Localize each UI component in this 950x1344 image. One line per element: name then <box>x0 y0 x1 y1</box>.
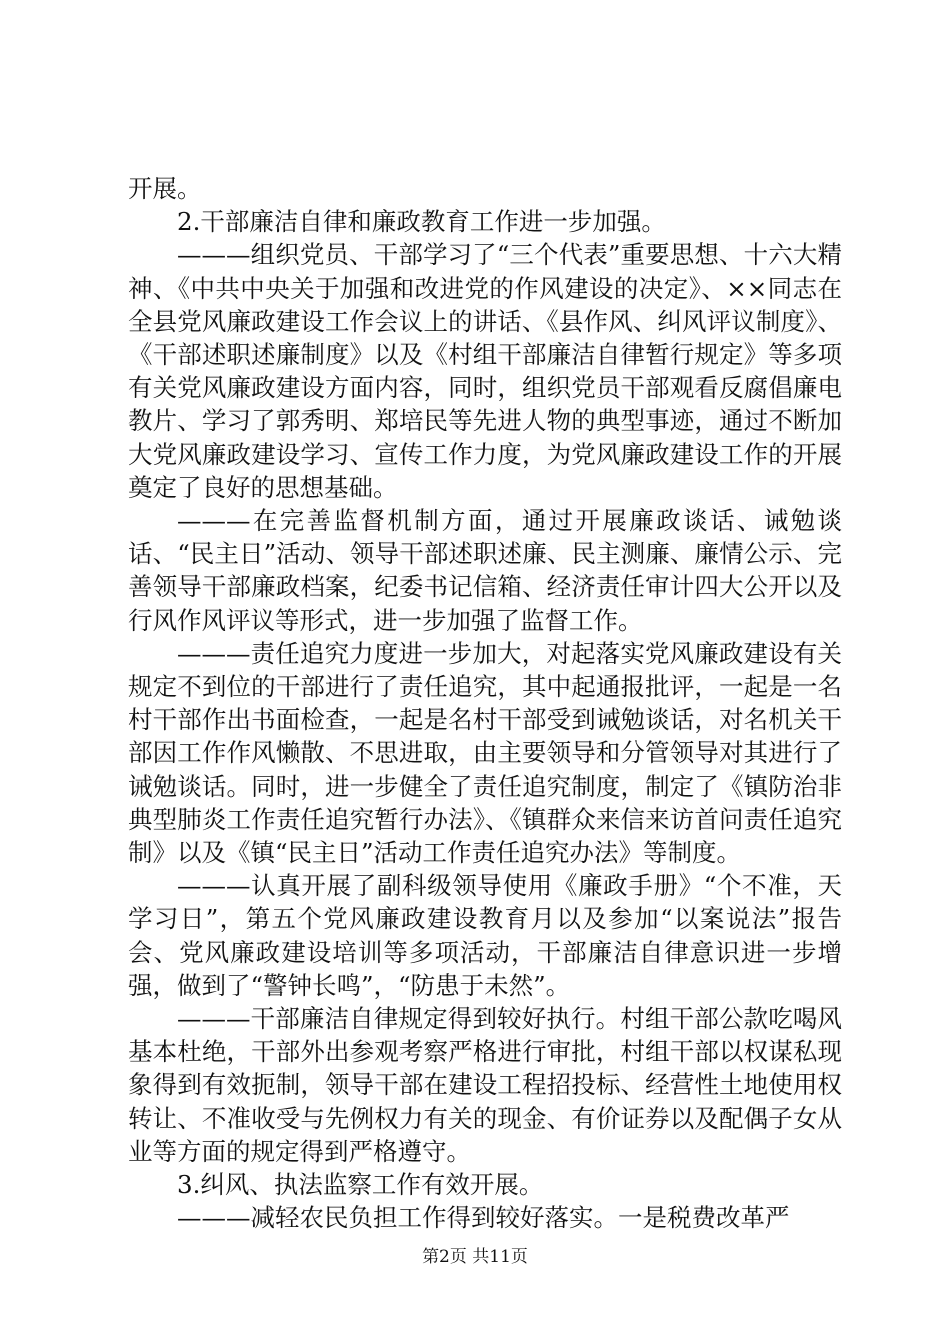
page-footer: 第2页 共11页 <box>422 1247 528 1267</box>
paragraph-supervision: ———在完善监督机制方面，通过开展廉政谈话、诫勉谈话、“民主日”活动、领导干部述职述廉、民主测廉、廉情公示、完善领导干部廉政档案，纪委书记信箱、经济责任审计四大公开以及行风作风评议等形式，进一步加强了监督工作。 <box>128 506 842 635</box>
paragraph-study: ———组织党员、干部学习了“三个代表”重要思想、十六大精神、《中共中央关于加强和改进党的作风建设的决定》、××同志在全县党风廉政建设工作会议上的讲话、《县作风、纠风评议制度》、《干部述职述廉制度》以及《村组干部廉洁自律暂行规定》等多项有关党风廉政建设方面内容，同时，组织党员干部观看反腐倡廉电教片、学习了郭秀明、郑培民等先进人物的典型事迹，通过不断加大党风廉政建设学习、宣传工作力度，为党风廉政建设工作的开展奠定了良好的思想基础。 <box>128 240 842 502</box>
document-body <box>128 172 842 1235</box>
section-heading-3: 3.纠风、执法监察工作有效开展。 <box>177 1170 544 1200</box>
paragraph-activities: ———认真开展了副科级领导使用《廉政手册》“个不准，天学习日”，第五个党风廉政建设教育月以及参加“以案说法”报告会、党风廉政建设培训等多项活动，干部廉洁自律意识进一步增强，做到了“警钟长鸣”，“防患于未然”。 <box>128 871 842 1000</box>
paragraph-self-discipline: ———干部廉洁自律规定得到较好执行。村组干部公款吃喝风基本杜绝，干部外出参观考察严格进行审批，村组干部以权谋私现象得到有效扼制，领导干部在建设工程招投标、经营性土地使用权转让、不准收受与先例权力有关的现金、有价证券以及配偶子女从业等方面的规定得到严格遵守。 <box>128 1004 842 1166</box>
paragraph-accountability: ———责任追究力度进一步加大，对起落实党风廉政建设有关规定不到位的干部进行了责任追究，其中起通报批评，一起是一名村干部作出书面检查，一起是名村干部受到诫勉谈话，对名机关干部因工作作风懒散、不思进取，由主要领导和分管领导对其进行了诫勉谈话。同时，进一步健全了责任追究制度，制定了《镇防治非典型肺炎工作责任追究暂行办法》、《镇群众来信来访首问责任追究制》以及《镇“民主日”活动工作责任追究办法》等制度。 <box>128 638 842 868</box>
paragraph-continuation: 开展。 <box>128 174 202 203</box>
section-heading-2: 2.干部廉洁自律和廉政教育工作进一步加强。 <box>177 207 666 237</box>
paragraph-farmer-burden: ———减轻农民负担工作得到较好落实。一是税费改革严 <box>177 1203 790 1233</box>
